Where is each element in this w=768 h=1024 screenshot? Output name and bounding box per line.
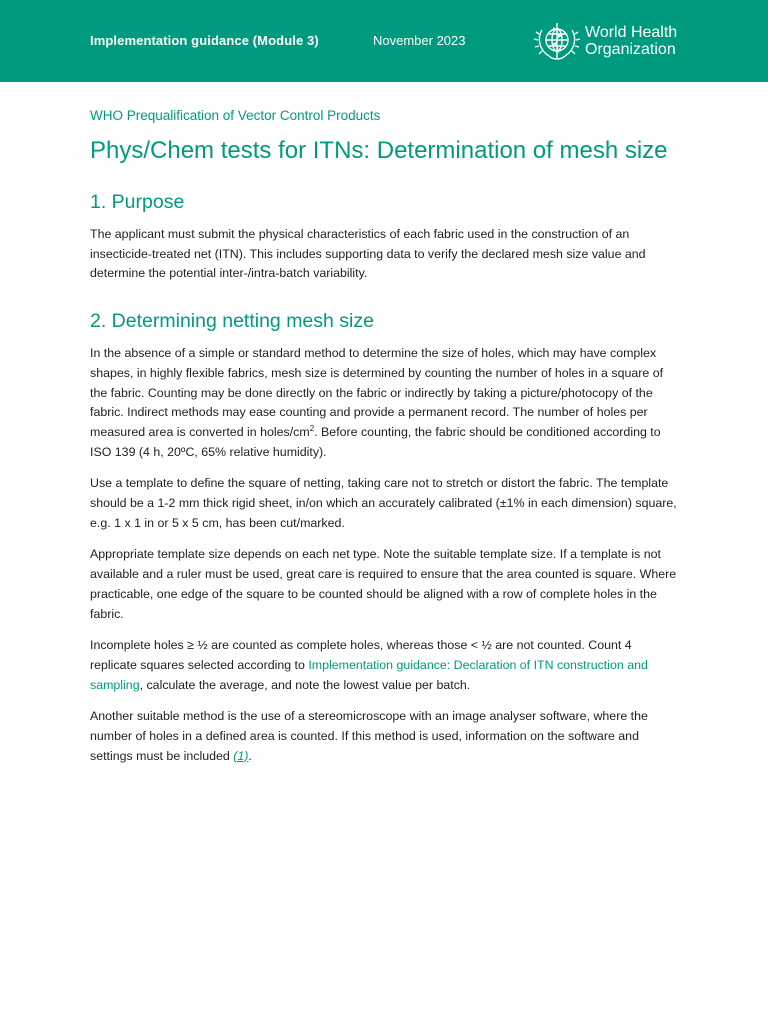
mesh-paragraph-1-text: In the absence of a simple or standard method to determine the size of holes, which may have complex shapes, in highly flexible fabrics, mesh size is determined by counting the number of holes in a square of the fabric. Counting may be done directly on the fabric or indirectly by taking a picture/photocopy of the fabric. Indirect methods may ease counting and provide a permanent record. The number of holes per measured area is converted in holes/cm bbox=[90, 346, 664, 439]
superscript-2: 2 bbox=[309, 423, 315, 433]
mesh-paragraph-5 bbox=[90, 707, 680, 766]
who-logo bbox=[533, 20, 683, 64]
mesh-paragraph-5-text: Another suitable method is the use of a stereomicroscope with an image analyser software, where the number of holes in a defined area is counted. If this method is used, information on the software and settings must be included bbox=[90, 709, 648, 763]
section-spacer bbox=[90, 296, 680, 308]
module-label: Implementation guidance (Module 3) bbox=[90, 33, 319, 48]
mesh-paragraph-4-text: Incomplete holes ≥ ½ are counted as complete holes, whereas those < ½ are not counted. Count 4 replicate squares selected according to bbox=[90, 638, 632, 672]
document-kicker: WHO Prequalification of Vector Control Products bbox=[90, 108, 381, 123]
reference-1-link[interactable]: (1) bbox=[233, 748, 249, 763]
section-heading-mesh-size: 2. Determining netting mesh size bbox=[90, 310, 374, 333]
mesh-paragraph-4-text-cont: , calculate the average, and note the lowest value per batch. bbox=[139, 677, 471, 692]
purpose-paragraph: The applicant must submit the physical characteristics of each fabric used in the construction of an insecticide-treated net (ITN). This includes supporting data to verify the declared mesh size value and determine the potential inter-/intra-batch variability. bbox=[90, 227, 646, 281]
who-emblem-icon bbox=[533, 20, 581, 64]
mesh-paragraph-1-text-cont: . Before counting, the fabric should be conditioned according to ISO 139 (4 h, 20ºC, 65% relative humidity). bbox=[90, 424, 661, 459]
publication-date: November 2023 bbox=[373, 33, 466, 48]
document-body bbox=[90, 108, 680, 778]
mesh-paragraph-5-text-cont: . bbox=[248, 748, 252, 763]
mesh-paragraph-3: Appropriate template size depends on each net type. Note the suitable template size. If a template is not available and a ruler must be used, great care is required to ensure that the area counted is square. Where practicable, one edge of the square to be counted should be aligned with a row of complete holes in the fabric. bbox=[90, 547, 677, 621]
mesh-paragraph-1 bbox=[90, 344, 680, 462]
itn-sampling-guidance-link[interactable]: Implementation guidance: Declaration of ITN construction and sampling bbox=[90, 657, 648, 692]
organization-name-line1: World Health bbox=[585, 24, 678, 41]
section-heading-purpose: 1. Purpose bbox=[90, 191, 185, 213]
organization-name-line2: Organization bbox=[585, 41, 676, 58]
page-title: Phys/Chem tests for ITNs: Determination of mesh size bbox=[90, 137, 668, 164]
page-header bbox=[0, 0, 768, 82]
mesh-paragraph-2: Use a template to define the square of netting, taking care not to stretch or distort the fabric. The template should be a 1-2 mm thick rigid sheet, in/on which an accurately calibrated (±1% in each dimension) square, e.g. 1 x 1 in or 5 x 5 cm, has been cut/marked. bbox=[90, 476, 677, 530]
organization-name bbox=[585, 24, 677, 58]
mesh-paragraph-4 bbox=[90, 636, 680, 695]
